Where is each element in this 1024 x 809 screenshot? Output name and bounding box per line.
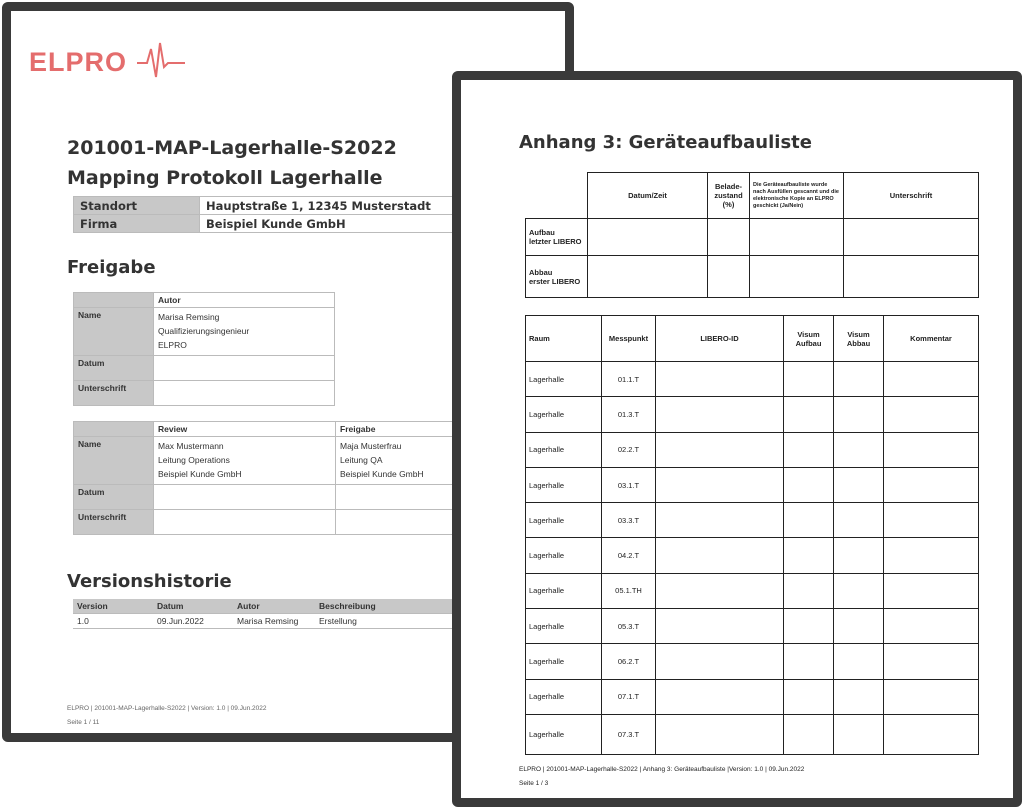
- measure-point-cell: 07.3.T: [602, 714, 656, 754]
- visum-setup-cell[interactable]: [784, 609, 834, 644]
- comment-cell[interactable]: [884, 679, 979, 714]
- room-cell: Lagerhalle: [526, 644, 602, 679]
- room-cell: Lagerhalle: [526, 538, 602, 573]
- libero-id-cell[interactable]: [656, 362, 784, 397]
- freigabe-heading: Freigabe: [67, 257, 156, 278]
- comment-cell[interactable]: [884, 609, 979, 644]
- visum-setup-cell[interactable]: [784, 679, 834, 714]
- document-page-appendix: [452, 71, 1022, 807]
- info-row: [74, 197, 493, 215]
- visum-teardown-cell[interactable]: [834, 538, 884, 573]
- version-header: Beschreibung: [315, 599, 493, 614]
- version-cell: 09.Jun.2022: [153, 614, 233, 629]
- measure-point-cell: 05.3.T: [602, 609, 656, 644]
- libero-id-cell[interactable]: [656, 679, 784, 714]
- col-header: Kommentar: [884, 316, 979, 362]
- table-row: [526, 609, 979, 644]
- visum-setup-cell[interactable]: [784, 644, 834, 679]
- review-table: [73, 421, 493, 535]
- col-header: Raum: [526, 316, 602, 362]
- footer-page: Seite 1 / 3: [519, 780, 549, 787]
- comment-cell[interactable]: [884, 432, 979, 467]
- row-label-a: Abbau: [529, 267, 553, 277]
- table-row: [526, 397, 979, 432]
- libero-id-cell[interactable]: [656, 609, 784, 644]
- row-label-b: erster LIBERO: [529, 276, 581, 286]
- comment-cell[interactable]: [884, 397, 979, 432]
- visum-setup-cell[interactable]: [784, 467, 834, 502]
- table-row: [526, 467, 979, 502]
- comment-cell[interactable]: [884, 538, 979, 573]
- room-cell: Lagerhalle: [526, 397, 602, 432]
- table-row: [526, 714, 979, 754]
- approver-role: Leitung QA: [340, 455, 383, 465]
- row-label-a: Aufbau: [529, 228, 555, 237]
- visum-teardown-cell[interactable]: [834, 573, 884, 608]
- appendix-title: Anhang 3: Geräteaufbauliste: [519, 132, 812, 153]
- visum-setup-cell[interactable]: [784, 397, 834, 432]
- room-cell: Lagerhalle: [526, 362, 602, 397]
- comment-cell[interactable]: [884, 644, 979, 679]
- visum-teardown-cell[interactable]: [834, 362, 884, 397]
- room-cell: Lagerhalle: [526, 503, 602, 538]
- libero-id-cell[interactable]: [656, 714, 784, 754]
- table-row: [73, 614, 493, 629]
- approver-company: Beispiel Kunde GmbH: [340, 469, 424, 479]
- reviewer-role: Leitung Operations: [158, 455, 230, 465]
- footer-meta: ELPRO | 201001-MAP-Lagerhalle-S2022 | Anhang 3: Geräteaufbauliste |Version: 1.0 | 09.Jun.2022: [519, 766, 805, 773]
- version-cell: 1.0: [73, 614, 153, 629]
- libero-id-cell[interactable]: [656, 644, 784, 679]
- info-value: Hauptstraße 1, 12345 Musterstadt: [200, 197, 493, 215]
- visum-teardown-cell[interactable]: [834, 644, 884, 679]
- col-header: LIBERO-ID: [656, 316, 784, 362]
- author-role: Qualifizierungsingenieur: [158, 326, 250, 336]
- signature-label: Unterschrift: [74, 510, 154, 535]
- libero-id-cell[interactable]: [656, 397, 784, 432]
- table-row: [526, 679, 979, 714]
- measure-point-cell: 03.3.T: [602, 503, 656, 538]
- signature-cell: [154, 381, 335, 406]
- libero-id-cell[interactable]: [656, 467, 784, 502]
- visum-setup-cell[interactable]: [784, 432, 834, 467]
- datum-label: Datum: [74, 356, 154, 381]
- room-cell: Lagerhalle: [526, 714, 602, 754]
- setup-table: [525, 172, 979, 298]
- reviewer-cell: [154, 437, 336, 485]
- visum-teardown-cell[interactable]: [834, 397, 884, 432]
- table-row: [526, 573, 979, 608]
- row-label: [526, 219, 588, 256]
- elpro-logo: [25, 37, 195, 85]
- col-header: Visum Aufbau: [784, 316, 834, 362]
- visum-setup-cell[interactable]: [784, 362, 834, 397]
- footer-meta: ELPRO | 201001-MAP-Lagerhalle-S2022 | Version: 1.0 | 09.Jun.2022: [67, 705, 267, 712]
- doc-id: 201001-MAP-Lagerhalle-S2022: [67, 137, 397, 159]
- room-cell: Lagerhalle: [526, 679, 602, 714]
- info-table: [73, 196, 493, 233]
- comment-cell[interactable]: [884, 467, 979, 502]
- measure-point-cell: 03.1.T: [602, 467, 656, 502]
- libero-id-cell[interactable]: [656, 538, 784, 573]
- approver-name: Maja Musterfrau: [340, 441, 402, 451]
- measure-point-cell: 04.2.T: [602, 538, 656, 573]
- info-label: Firma: [74, 215, 200, 233]
- col-header: Visum Abbau: [834, 316, 884, 362]
- libero-id-cell[interactable]: [656, 503, 784, 538]
- comment-cell[interactable]: [884, 503, 979, 538]
- visum-teardown-cell[interactable]: [834, 714, 884, 754]
- measure-point-cell: 07.1.T: [602, 679, 656, 714]
- review-col-header: Review: [154, 422, 336, 437]
- visum-teardown-cell[interactable]: [834, 467, 884, 502]
- name-label: Name: [74, 437, 154, 485]
- measure-point-cell: 05.1.TH: [602, 573, 656, 608]
- device-table: [525, 315, 979, 755]
- table-row: [526, 538, 979, 573]
- room-cell: Lagerhalle: [526, 609, 602, 644]
- datum-label: Datum: [74, 485, 154, 510]
- col-header: Messpunkt: [602, 316, 656, 362]
- logo-text: ELPRO: [29, 47, 128, 77]
- col-header: Die Geräteaufbauliste wurde nach Ausfüllen gescannt und die elektronische Kopie an ELPRO geschickt (Ja/Nein): [750, 173, 844, 219]
- visum-teardown-cell[interactable]: [834, 432, 884, 467]
- visum-setup-cell[interactable]: [784, 714, 834, 754]
- table-row: [526, 256, 979, 298]
- visum-setup-cell[interactable]: [784, 503, 834, 538]
- table-row: [526, 432, 979, 467]
- measure-point-cell: 02.2.T: [602, 432, 656, 467]
- comment-cell[interactable]: [884, 362, 979, 397]
- footer-page: Seite 1 / 11: [67, 719, 100, 726]
- row-label: [526, 256, 588, 298]
- room-cell: Lagerhalle: [526, 432, 602, 467]
- version-cell: Marisa Remsing: [233, 614, 315, 629]
- visum-setup-cell[interactable]: [784, 538, 834, 573]
- author-table: [73, 292, 335, 406]
- author-company: ELPRO: [158, 340, 187, 350]
- col-header: Unterschrift: [844, 173, 979, 219]
- visum-setup-cell[interactable]: [784, 573, 834, 608]
- author-name: Marisa Remsing: [158, 312, 220, 322]
- comment-cell[interactable]: [884, 573, 979, 608]
- visum-teardown-cell[interactable]: [834, 679, 884, 714]
- version-cell: Erstellung: [315, 614, 493, 629]
- measure-point-cell: 01.1.T: [602, 362, 656, 397]
- version-header: Version: [73, 599, 153, 614]
- visum-teardown-cell[interactable]: [834, 503, 884, 538]
- datum-cell: [154, 356, 335, 381]
- info-row: [74, 215, 493, 233]
- info-value: Beispiel Kunde GmbH: [200, 215, 493, 233]
- reviewer-company: Beispiel Kunde GmbH: [158, 469, 242, 479]
- comment-cell[interactable]: [884, 714, 979, 754]
- room-cell: Lagerhalle: [526, 573, 602, 608]
- table-row: [526, 219, 979, 256]
- visum-teardown-cell[interactable]: [834, 609, 884, 644]
- version-header: Datum: [153, 599, 233, 614]
- version-table: [73, 599, 493, 629]
- room-cell: Lagerhalle: [526, 467, 602, 502]
- row-label-b: letzter LIBERO: [529, 237, 582, 246]
- measure-point-cell: 01.3.T: [602, 397, 656, 432]
- col-header: Datum/Zeit: [588, 173, 708, 219]
- signature-label: Unterschrift: [74, 381, 154, 406]
- name-label: Name: [74, 308, 154, 356]
- author-name-cell: [154, 308, 335, 356]
- reviewer-name: Max Mustermann: [158, 441, 224, 451]
- freigabe-col-header: Freigabe: [336, 422, 493, 437]
- libero-id-cell[interactable]: [656, 432, 784, 467]
- version-header: Autor: [233, 599, 315, 614]
- doc-type: Mapping Protokoll Lagerhalle: [67, 167, 383, 189]
- table-row: [526, 362, 979, 397]
- info-label: Standort: [74, 197, 200, 215]
- table-row: [526, 503, 979, 538]
- table-row: [526, 644, 979, 679]
- col-header: Belade-zustand (%): [708, 173, 750, 219]
- version-heading: Versionshistorie: [67, 571, 232, 592]
- measure-point-cell: 06.2.T: [602, 644, 656, 679]
- libero-id-cell[interactable]: [656, 573, 784, 608]
- author-col-header: Autor: [154, 293, 335, 308]
